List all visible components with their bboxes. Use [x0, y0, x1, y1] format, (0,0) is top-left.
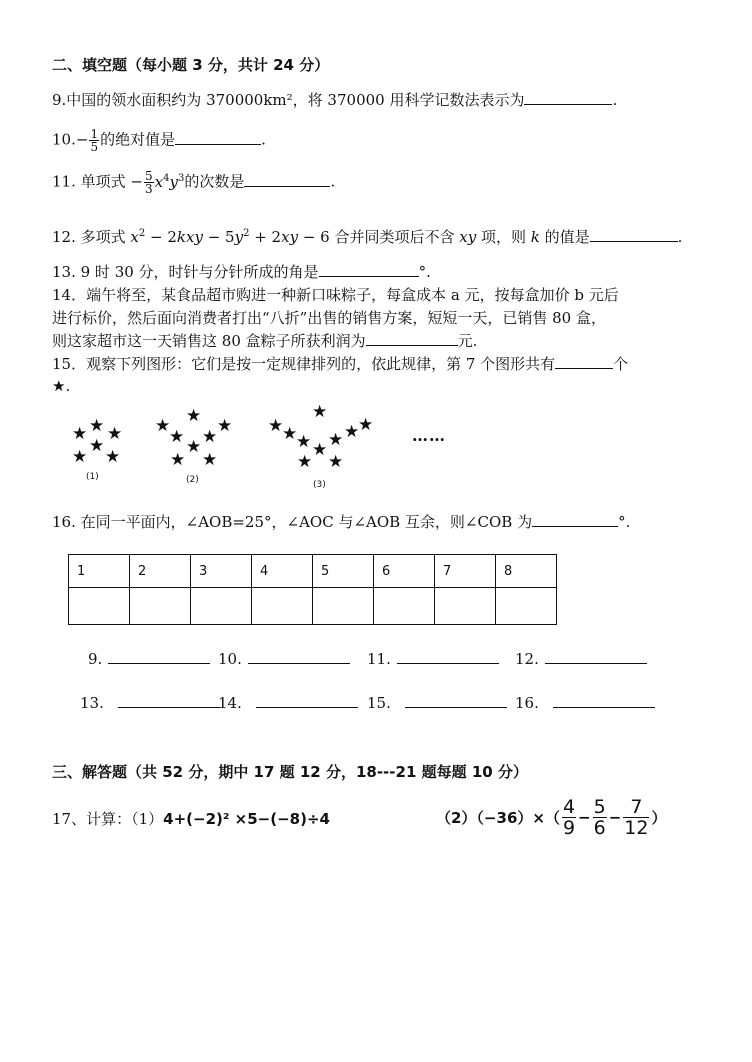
answer-line-13: [80, 693, 220, 712]
answer-table-header: 6: [374, 555, 435, 588]
star-icon: ★: [186, 437, 202, 457]
q10-fraction: [89, 128, 99, 153]
q10-frac-den: 5: [90, 140, 99, 154]
q12-xy: xy: [459, 228, 477, 246]
answer-line-label: 14.: [218, 694, 242, 712]
section-3-heading: 三、解答题（共 52 分，期中 17 题 12 分，18---21 题每题 10 分）: [52, 763, 528, 781]
answer-line-10: [218, 649, 350, 668]
q9-end: .: [612, 91, 618, 109]
answer-line-14: [218, 693, 358, 712]
answer-blank[interactable]: [397, 649, 499, 664]
star-icon: ★: [202, 450, 218, 470]
q17-fraction-7-12: [623, 797, 649, 838]
answer-blank[interactable]: [108, 649, 210, 664]
q15-blank[interactable]: [555, 354, 613, 369]
answer-line-label: 16.: [515, 694, 539, 712]
answer-blank[interactable]: [118, 693, 220, 708]
question-15-line-2: ★.: [52, 377, 71, 395]
question-13: [52, 261, 431, 282]
star-icon: ★: [89, 436, 105, 456]
q11-frac-num: 5: [144, 169, 153, 183]
q17-label: 17、计算：: [52, 810, 132, 828]
star-icon: ★: [186, 406, 202, 426]
star-icon: ★: [282, 424, 298, 444]
q14-end: 元.: [457, 332, 478, 350]
star-icon: ★: [170, 450, 186, 470]
question-10: [52, 128, 266, 153]
q12-polynomial: $x^2 - 2kxy - 5y^2 + 2xy - 6$: [130, 228, 335, 246]
figure-label-1: (1): [86, 472, 99, 482]
question-11: [52, 170, 335, 195]
frac-num: 4: [562, 796, 576, 818]
star-icon: ★: [105, 447, 121, 467]
star-icon: ★: [312, 440, 328, 460]
q12-end: .: [677, 228, 683, 246]
question-14-line-2: 进行标价，然后面向消费者打出“八折”出售的销售方案，短短一天，已销售 80 盒，: [52, 309, 606, 327]
frac-den: 12: [624, 817, 649, 839]
answer-line-label: 13.: [80, 694, 104, 712]
answer-line-9: [88, 649, 210, 668]
answer-cell[interactable]: [130, 588, 191, 625]
frac-num: 7: [623, 797, 649, 818]
answer-table-header: 3: [191, 555, 252, 588]
ellipsis: ……: [412, 426, 446, 445]
answer-cell[interactable]: [435, 588, 496, 625]
answer-line-11: [367, 649, 499, 668]
answer-line-label: 15.: [367, 694, 391, 712]
q15-text: 15．观察下列图形：它们是按一定规律排列的，依此规律，第 7 个图形共有: [52, 355, 556, 373]
q10-frac-num: 1: [90, 127, 99, 141]
answer-line-16: [515, 693, 655, 712]
star-icon: ★: [297, 452, 313, 472]
answer-table-header: 5: [313, 555, 374, 588]
answer-cell[interactable]: [374, 588, 435, 625]
q12-text3: 的值是: [544, 228, 590, 246]
question-12: [52, 226, 682, 247]
q12-text2: 项，则: [480, 228, 526, 246]
question-9: [52, 89, 617, 110]
star-icon: ★: [344, 422, 360, 442]
figure-label-2: (2): [186, 475, 199, 485]
answer-cell[interactable]: [69, 588, 130, 625]
minus-sign: −: [608, 808, 622, 827]
answer-table-header: 1: [69, 555, 130, 588]
q12-prefix: 12. 多项式: [52, 228, 126, 246]
q17-part2-label: （2）（−36）×（: [436, 809, 560, 827]
q12-k: k: [530, 228, 540, 246]
q16-end: °.: [618, 513, 631, 531]
q13-end: °.: [418, 263, 431, 281]
figure-label-3: (3): [313, 480, 326, 490]
q10-text: 的绝对值是: [100, 130, 176, 149]
star-icon: ★: [358, 415, 374, 435]
star-pattern-figures: [62, 400, 482, 492]
answer-cell[interactable]: [191, 588, 252, 625]
star-icon: ★: [72, 424, 88, 444]
star-icon: ★: [155, 416, 171, 436]
q12-blank[interactable]: [590, 227, 678, 242]
q16-blank[interactable]: [532, 512, 618, 527]
frac-den: 6: [593, 817, 606, 839]
answer-blank[interactable]: [256, 693, 358, 708]
answer-line-12: [515, 649, 647, 668]
star-icon: ★: [268, 416, 284, 436]
q11-prefix: 11. 单项式 −: [52, 172, 143, 191]
answer-line-label: 12.: [515, 650, 539, 668]
q14-text: 则这家超市这一天销售这 80 盒粽子所获利润为: [52, 332, 366, 350]
star-icon: ★: [328, 452, 344, 472]
answer-table: [68, 554, 557, 625]
q14-blank[interactable]: [366, 331, 458, 346]
star-icon: ★: [202, 427, 218, 447]
answer-cell[interactable]: [252, 588, 313, 625]
star-icon: ★: [169, 427, 185, 447]
answer-cell[interactable]: [496, 588, 557, 625]
answer-blank[interactable]: [248, 649, 350, 664]
answer-table-header: 4: [252, 555, 313, 588]
star-icon: ★: [72, 447, 88, 467]
star-icon: ★: [107, 424, 123, 444]
answer-cell[interactable]: [313, 588, 374, 625]
q16-text: 16. 在同一平面内，∠AOB=25°，∠AOC 与∠AOB 互余，则∠COB 为: [52, 513, 533, 531]
q17-close-paren: ）: [651, 809, 667, 827]
question-16: [52, 511, 630, 532]
section-2-heading: 二、填空题（每小题 3 分，共计 24 分）: [52, 56, 330, 74]
answer-table-header: 7: [435, 555, 496, 588]
answer-line-label: 10.: [218, 650, 242, 668]
answer-blank[interactable]: [545, 649, 647, 664]
answer-line-label: 9.: [88, 650, 103, 668]
question-14-line-1: 14．端午将至，某食品超市购进一种新口味粽子，每盒成本 a 元，按每盒加价 b 元后: [52, 286, 619, 304]
question-17-part-1: [52, 808, 330, 829]
answer-table-header: 8: [496, 555, 557, 588]
star-icon: ★: [296, 432, 312, 452]
q11-monomial: $x^4y^3$: [154, 172, 185, 191]
star-icon: ★: [89, 416, 105, 436]
q11-end: .: [330, 172, 336, 191]
q10-end: .: [261, 130, 266, 149]
question-17-part-2: [436, 797, 667, 838]
q13-text: 13. 9 时 30 分，时针与分针所成的角是: [52, 263, 319, 281]
answer-line-label: 11.: [367, 650, 391, 668]
frac-den: 9: [562, 817, 576, 839]
q11-frac-den: 3: [144, 182, 153, 196]
star-icon: ★: [217, 416, 233, 436]
answer-table-answer-row: [69, 588, 557, 625]
q10-prefix: 10.−: [52, 130, 89, 149]
q15-end: 个: [613, 355, 629, 373]
q9-text: 9.中国的领水面积约为 370000km²，将 370000 用科学记数法表示为: [52, 91, 525, 109]
q17-part1-expression: 4+(−2)² ×5−(−8)÷4: [163, 810, 330, 828]
q17-part1-label: （1）: [131, 810, 164, 828]
answer-table-header: 2: [130, 555, 191, 588]
minus-sign: −: [578, 808, 591, 827]
q11-text: 的次数是: [184, 172, 245, 191]
answer-blank[interactable]: [553, 693, 655, 708]
star-icon: ★: [312, 402, 328, 422]
q13-blank[interactable]: [319, 262, 419, 277]
frac-num: 5: [593, 796, 606, 818]
star-icon: ★: [328, 430, 344, 450]
q12-text: 合并同类项后不含: [334, 228, 455, 246]
answer-line-15: [367, 693, 507, 712]
question-14-line-3: [52, 330, 477, 351]
q11-blank[interactable]: [244, 172, 330, 187]
answer-table-header-row: [69, 555, 557, 588]
q17-fraction-4-9: [562, 797, 576, 838]
q9-blank[interactable]: [524, 90, 612, 105]
question-15-line-1: [52, 353, 628, 374]
q10-blank[interactable]: [175, 130, 261, 145]
q11-fraction: [144, 170, 154, 195]
answer-blank[interactable]: [405, 693, 507, 708]
q17-fraction-5-6: [593, 797, 607, 838]
